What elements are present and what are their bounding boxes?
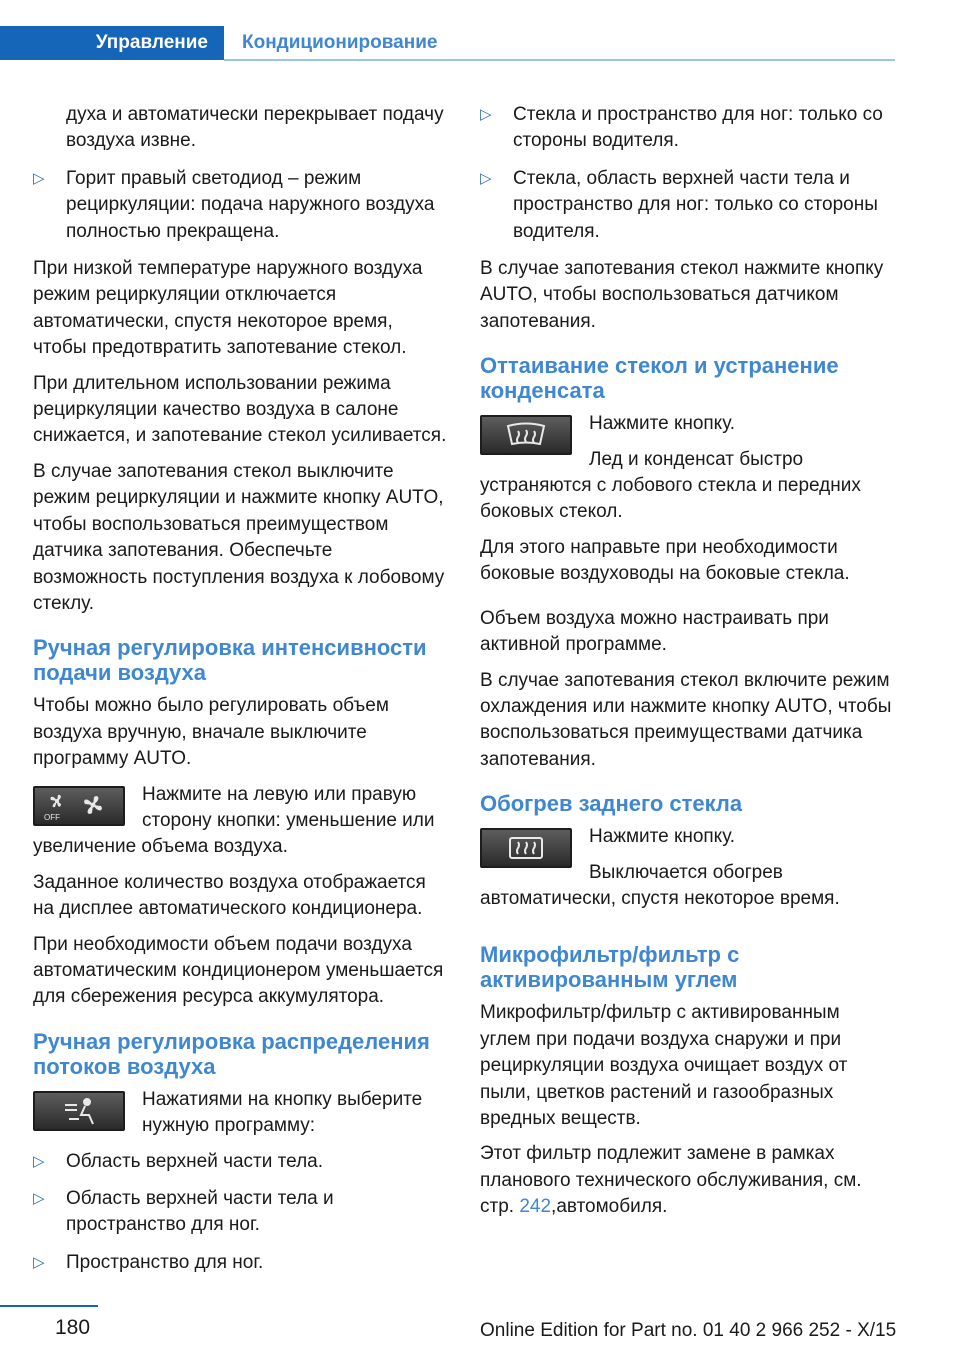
triangle-right-icon: ▷	[33, 169, 45, 187]
paragraph: Для этого направьте при необходимости боковые воздуховоды на боковые стекла.	[480, 536, 850, 585]
triangle-right-icon: ▷	[480, 106, 492, 123]
edition-footer: Online Edition for Part no. 01 40 2 966 252 - X/15	[480, 1320, 897, 1341]
paragraph: При необходимости объем подачи воздуха автоматическим кондиционером уменьшается для сбережения ресурса аккумулятора.	[33, 933, 444, 1008]
paragraph: Микрофильтр/фильтр с активированным углем при подачи воздуха снаружи и при рециркуляции воздуха очищает воздух от пыли, цветков растений и газообразных вредных веществ.	[480, 1002, 848, 1129]
section-heading: Оттаивание стекол и устранение конденсата	[480, 353, 839, 404]
paragraph: В случае запотевания стекол включите режим охлаждения или нажмите кнопку AUTO, чтобы воспользоваться преимуществами датчика запотевания.	[480, 669, 892, 770]
header-divider	[224, 59, 895, 61]
paragraph: Этот фильтр подлежит замене в рамках планового технического обслуживания, см. стр. 242,автомобиля.	[480, 1143, 862, 1218]
section-tab-subsection: Кондиционирование	[242, 32, 438, 53]
list-item: ▷ Стекла и пространство для ног: только со стороны водителя.	[480, 102, 895, 155]
triangle-right-icon: ▷	[480, 169, 492, 187]
fan-button-icon	[33, 786, 125, 826]
section-tab-active: Управление	[0, 26, 224, 60]
page-reference-link[interactable]: 242	[519, 1196, 552, 1218]
page-number: 180	[55, 1316, 91, 1339]
paragraph: Объем воздуха можно настраивать при активной программе.	[480, 607, 829, 656]
continued-bullet-text: духа и автоматически перекрывает подачу воздуха извне.	[66, 104, 444, 152]
page-header	[0, 26, 895, 62]
air-distribution-button-icon	[33, 1091, 125, 1131]
page-number-rule	[0, 1305, 98, 1307]
list-item: ▷ Область верхней части тела.	[33, 1149, 448, 1175]
right-column	[480, 102, 895, 1230]
paragraph: В случае запотевания стекол нажмите кнопку AUTO, чтобы воспользоваться датчиком запотевания.	[480, 258, 884, 332]
section-heading: Обогрев заднего стекла	[480, 791, 743, 817]
list-item: ▷ Горит правый светодиод – режим рециркуляции: подача наружного воздуха полностью прекращена.	[33, 166, 448, 245]
paragraph: Заданное количество воздуха отображается на дисплее автоматического кондиционера.	[33, 871, 426, 920]
rear-window-defrost-button-icon	[480, 828, 572, 868]
paragraph: Чтобы можно было регулировать объем воздуха вручную, вначале выключите программу AUTO.	[33, 695, 389, 770]
triangle-right-icon: ▷	[33, 1253, 45, 1271]
defrost-instruction: Нажмите кнопку. Лед и конденсат быстро устраняются с лобового стекла и передних боковых стекол.	[480, 413, 861, 523]
list-item: ▷ Пространство для ног.	[33, 1250, 448, 1276]
section-heading: Ручная регулировка распределения потоков воздуха	[33, 1028, 430, 1079]
rear-defrost-instruction: Нажмите кнопку. Выключается обогрев автоматически, спустя некоторое время.	[480, 826, 840, 909]
triangle-right-icon: ▷	[33, 1190, 45, 1207]
paragraph: При низкой температуре наружного воздуха режим рециркуляции отключается автоматически, спустя некоторое время, чтобы предотвратить запотевание стекол.	[33, 258, 423, 359]
distribution-instruction: Нажатиями на кнопку выберите нужную программу:	[33, 1087, 448, 1140]
windshield-defrost-button-icon	[480, 415, 572, 455]
paragraph: В случае запотевания стекол выключите режим рециркуляции и нажмите кнопку AUTO, чтобы воспользоваться преимуществом датчика запотевания. Обеспечьте возможность поступления воздуха к лобовому стеклу.	[33, 460, 445, 614]
fan-instruction: OFF Нажмите на левую или правую сторону кнопки: уменьшение или увеличение объема воздуха.	[33, 783, 435, 858]
left-column	[33, 102, 448, 1287]
section-heading: Микрофильтр/фильтр с активированным углем	[480, 942, 740, 993]
triangle-right-icon: ▷	[33, 1152, 45, 1170]
list-item: ▷ Область верхней части тела и пространство для ног.	[33, 1186, 448, 1239]
section-heading: Ручная регулировка интенсивности подачи воздуха	[33, 635, 427, 686]
paragraph: При длительном использовании режима рециркуляции качество воздуха в салоне снижается, и запотевание стекол усиливается.	[33, 372, 447, 447]
list-item: ▷ Стекла, область верхней части тела и пространство для ног: только со стороны водителя.	[480, 166, 895, 245]
svg-text:OFF: OFF	[44, 812, 60, 822]
